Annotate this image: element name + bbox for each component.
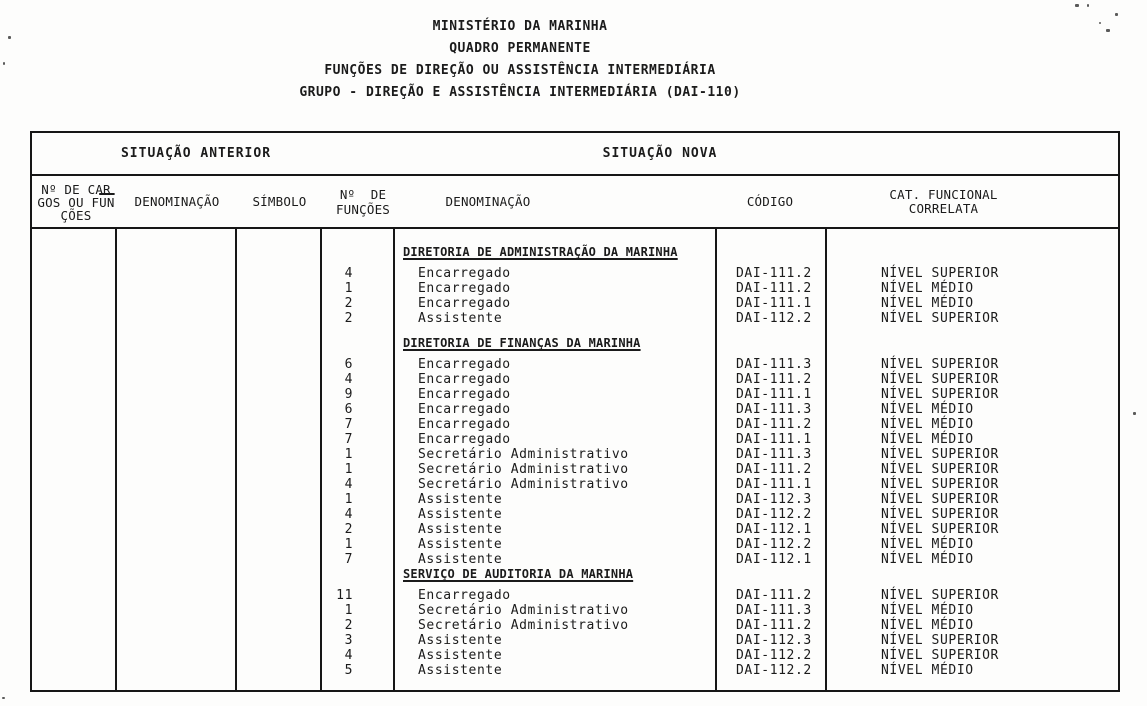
categoria-cell: NÍVEL MÉDIO	[881, 537, 974, 552]
denominacao-cell: Assistente	[418, 552, 503, 567]
categoria-cell: NÍVEL SUPERIOR	[881, 387, 999, 402]
codigo-cell: DAI-111.3	[736, 603, 812, 618]
categoria-cell: NÍVEL MÉDIO	[881, 417, 974, 432]
codigo-cell: DAI-111.1	[736, 296, 812, 311]
qty-cell: 1	[344, 537, 353, 552]
table-row	[32, 281, 1118, 296]
table-row	[32, 537, 1118, 552]
qty-cell: 6	[344, 402, 353, 417]
categoria-cell: NÍVEL SUPERIOR	[881, 357, 999, 372]
codigo-cell: DAI-111.2	[736, 417, 812, 432]
denominacao-cell: Secretário Administrativo	[418, 462, 629, 477]
column-divider	[715, 229, 717, 690]
section-heading-row	[32, 245, 1118, 260]
categoria-cell: NÍVEL SUPERIOR	[881, 492, 999, 507]
categoria-cell: NÍVEL SUPERIOR	[881, 588, 999, 603]
qty-cell: 1	[344, 603, 353, 618]
column-header-denominacao-nova: DENOMINAÇÃO	[445, 194, 531, 209]
column-divider	[825, 229, 827, 690]
denominacao-cell: Encarregado	[418, 588, 511, 603]
denominacao-cell: Secretário Administrativo	[418, 477, 629, 492]
codigo-cell: DAI-112.2	[736, 537, 812, 552]
categoria-cell: NÍVEL SUPERIOR	[881, 266, 999, 281]
denominacao-cell: Secretário Administrativo	[418, 603, 629, 618]
codigo-cell: DAI-112.3	[736, 492, 812, 507]
table-body	[32, 229, 1118, 690]
denominacao-cell: Encarregado	[418, 432, 511, 447]
situacao-anterior-header: SITUAÇÃO ANTERIOR	[120, 146, 272, 161]
cat-funcional-line2: CORRELATA	[908, 200, 979, 216]
codigo-cell: DAI-111.3	[736, 357, 812, 372]
table-row	[32, 663, 1118, 678]
qty-cell: 1	[344, 447, 353, 462]
title-line-ministry: MINISTÉRIO DA MARINHA	[432, 19, 608, 34]
categoria-cell: NÍVEL MÉDIO	[881, 402, 974, 417]
scan-speck	[1106, 29, 1110, 32]
denominacao-cell: Secretário Administrativo	[418, 618, 629, 633]
qty-cell: 6	[344, 357, 353, 372]
denominacao-cell: Encarregado	[418, 402, 511, 417]
table-row	[32, 432, 1118, 447]
table-row	[32, 462, 1118, 477]
codigo-cell: DAI-111.1	[736, 387, 812, 402]
denominacao-cell: Assistente	[418, 633, 503, 648]
qty-cell: 7	[344, 432, 353, 447]
qty-cell: 4	[344, 477, 353, 492]
codigo-cell: DAI-112.1	[736, 522, 812, 537]
column-header-num-funcoes	[322, 176, 395, 227]
categoria-cell: NÍVEL SUPERIOR	[881, 648, 999, 663]
section-heading: DIRETORIA DE FINANÇAS DA MARINHA	[403, 336, 641, 350]
table-row	[32, 402, 1118, 417]
scan-speck	[8, 36, 11, 39]
scan-speck	[1115, 13, 1118, 16]
denominacao-cell: Encarregado	[418, 372, 511, 387]
codigo-cell: DAI-111.1	[736, 477, 812, 492]
table-row	[32, 648, 1118, 663]
table-row	[32, 492, 1118, 507]
qty-cell: 1	[344, 492, 353, 507]
codigo-cell: DAI-112.3	[736, 633, 812, 648]
scan-speck	[1087, 4, 1089, 7]
codigo-cell: DAI-112.2	[736, 663, 812, 678]
table-row	[32, 296, 1118, 311]
denominacao-cell: Assistente	[418, 507, 503, 522]
qty-cell: 1	[344, 462, 353, 477]
categoria-cell: NÍVEL MÉDIO	[881, 432, 974, 447]
denominacao-cell: Encarregado	[418, 281, 511, 296]
categoria-cell: NÍVEL SUPERIOR	[881, 522, 999, 537]
table-row	[32, 507, 1118, 522]
qty-cell: 7	[344, 417, 353, 432]
num-cargos-line2: GOS OU $F\overline{UN}$	[37, 195, 115, 210]
categoria-cell: NÍVEL MÉDIO	[881, 281, 974, 296]
table-row	[32, 633, 1118, 648]
table-row	[32, 588, 1118, 603]
table-row	[32, 603, 1118, 618]
categoria-cell: NÍVEL SUPERIOR	[881, 462, 999, 477]
codigo-cell: DAI-112.1	[736, 552, 812, 567]
qty-cell: 2	[344, 311, 353, 326]
denominacao-cell: Encarregado	[418, 417, 511, 432]
denominacao-cell: Assistente	[418, 311, 503, 326]
num-cargos-line3: ÇÕES	[60, 208, 92, 223]
categoria-cell: NÍVEL SUPERIOR	[881, 507, 999, 522]
column-header-codigo: CÓDIGO	[746, 194, 794, 209]
qty-cell: 4	[344, 648, 353, 663]
codigo-cell: DAI-111.3	[736, 447, 812, 462]
section-heading: SERVIÇO DE AUDITORIA DA MARINHA	[403, 567, 634, 581]
table-row	[32, 618, 1118, 633]
table-row	[32, 447, 1118, 462]
categoria-cell: NÍVEL SUPERIOR	[881, 477, 999, 492]
codigo-cell: DAI-111.2	[736, 281, 812, 296]
denominacao-cell: Encarregado	[418, 266, 511, 281]
qty-cell: 2	[344, 618, 353, 633]
table-row	[32, 522, 1118, 537]
title-line-grupo: GRUPO - DIREÇÃO E ASSISTÊNCIA INTERMEDIÁRIA (DAI-110)	[299, 85, 741, 100]
document-title-block	[0, 16, 1040, 104]
table-column-header-row	[32, 176, 1118, 229]
scan-speck	[1133, 412, 1136, 415]
codigo-cell: DAI-111.2	[736, 588, 812, 603]
num-funcoes-line2: FUNÇÕES	[335, 202, 391, 217]
scan-speck	[1099, 22, 1101, 24]
column-divider	[235, 229, 237, 690]
table-row	[32, 311, 1118, 326]
qty-cell: 4	[344, 507, 353, 522]
qty-cell: 5	[344, 663, 353, 678]
codigo-cell: DAI-111.2	[736, 372, 812, 387]
table-row	[32, 266, 1118, 281]
qty-cell: 9	[344, 387, 353, 402]
section-divider	[320, 229, 322, 690]
qty-cell: 4	[344, 266, 353, 281]
qty-cell: 11	[336, 588, 353, 603]
categoria-cell: NÍVEL MÉDIO	[881, 296, 974, 311]
scan-speck	[2, 697, 5, 699]
table-row	[32, 417, 1118, 432]
column-divider	[393, 229, 395, 690]
table-row	[32, 372, 1118, 387]
column-divider	[115, 229, 117, 690]
section-heading: DIRETORIA DE ADMINISTRAÇÃO DA MARINHA	[403, 245, 678, 259]
section-heading-row	[32, 336, 1118, 351]
codigo-cell: DAI-111.2	[736, 618, 812, 633]
denominacao-cell: Encarregado	[418, 296, 511, 311]
column-header-cat-funcional	[825, 176, 1118, 227]
table-body-rows	[32, 229, 1118, 678]
denominacao-cell: Assistente	[418, 522, 503, 537]
qty-cell: 2	[344, 296, 353, 311]
title-line-quadro: QUADRO PERMANENTE	[449, 41, 591, 56]
qty-cell: 1	[344, 281, 353, 296]
cat-funcional-line1: CAT. FUNCIONAL	[889, 186, 998, 202]
categoria-cell: NÍVEL MÉDIO	[881, 603, 974, 618]
categoria-cell: NÍVEL SUPERIOR	[881, 447, 999, 462]
denominacao-cell: Assistente	[418, 537, 503, 552]
column-header-num-cargos	[32, 176, 117, 227]
codigo-cell: DAI-111.1	[736, 432, 812, 447]
qty-cell: 4	[344, 372, 353, 387]
title-line-funcoes: FUNÇÕES DE DIREÇÃO OU ASSISTÊNCIA INTERMEDIÁRIA	[324, 63, 716, 78]
codigo-cell: DAI-112.2	[736, 648, 812, 663]
table-row	[32, 387, 1118, 402]
situacao-nova-header: SITUAÇÃO NOVA	[602, 146, 718, 161]
categoria-cell: NÍVEL MÉDIO	[881, 618, 974, 633]
codigo-cell: DAI-111.2	[736, 462, 812, 477]
categoria-cell: NÍVEL SUPERIOR	[881, 311, 999, 326]
codigo-cell: DAI-112.2	[736, 311, 812, 326]
section-heading-row	[32, 567, 1118, 582]
num-cargos-line1: Nº DE CAR	[41, 182, 111, 197]
denominacao-cell: Encarregado	[418, 387, 511, 402]
denominacao-cell: Encarregado	[418, 357, 511, 372]
denominacao-cell: Assistente	[418, 663, 503, 678]
qty-cell: 2	[344, 522, 353, 537]
categoria-cell: NÍVEL MÉDIO	[881, 552, 974, 567]
denominacao-cell: Assistente	[418, 492, 503, 507]
staffing-table	[30, 131, 1120, 692]
qty-cell: 3	[344, 633, 353, 648]
categoria-cell: NÍVEL SUPERIOR	[881, 372, 999, 387]
categoria-cell: NÍVEL SUPERIOR	[881, 633, 999, 648]
num-funcoes-line1: Nº DE	[339, 187, 387, 202]
column-header-denominacao-anterior: DENOMINAÇÃO	[134, 194, 220, 209]
table-row	[32, 357, 1118, 372]
denominacao-cell: Secretário Administrativo	[418, 447, 629, 462]
scan-speck	[1075, 4, 1079, 7]
column-header-simbolo: SÍMBOLO	[252, 194, 307, 209]
scan-speck	[3, 62, 5, 65]
codigo-cell: DAI-111.2	[736, 266, 812, 281]
denominacao-cell: Assistente	[418, 648, 503, 663]
categoria-cell: NÍVEL MÉDIO	[881, 663, 974, 678]
table-row	[32, 552, 1118, 567]
codigo-cell: DAI-112.2	[736, 507, 812, 522]
codigo-cell: DAI-111.3	[736, 402, 812, 417]
table-row	[32, 477, 1118, 492]
table-group-header-row	[32, 133, 1118, 176]
qty-cell: 7	[344, 552, 353, 567]
